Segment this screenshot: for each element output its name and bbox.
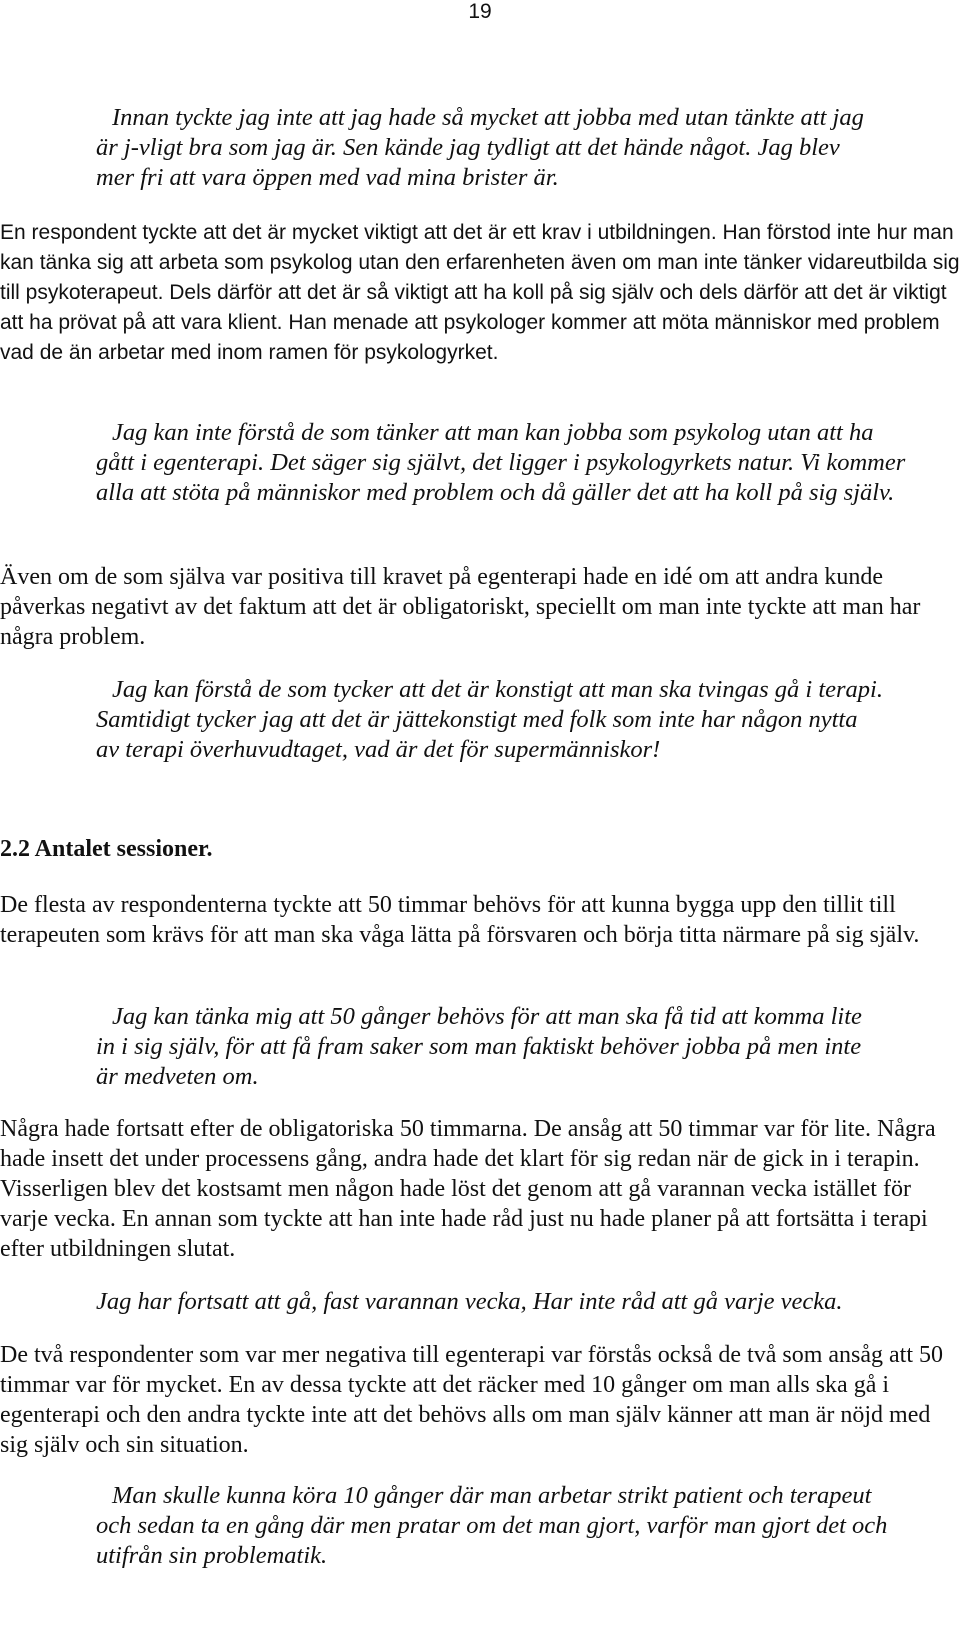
quote-paragraph-5: Jag har fortsatt att gå, fast varannan vecka, Har inte råd att gå varje vecka.: [96, 1288, 843, 1315]
section-heading: 2.2 Antalet sessioner.: [0, 836, 213, 862]
body-paragraph-1: En respondent tyckte att det är mycket viktigt att det är ett krav i utbildningen. Han förstod inte hur man kan tänka sig att arbeta som psykolog utan den erfarenheten även om man inte tänker vidareutbilda sig till psykoterapeut. Dels därför att det är så viktigt att ha koll på sig själv och dels därför att det är viktigt att ha prövat på att vara klient. Han menade att psykologer kommer att möta människor med problem vad de än arbetar med inom ramen för psykologyrket.: [0, 221, 960, 364]
page-number: 19: [468, 0, 492, 23]
quote-paragraph-1: Innan tyckte jag inte att jag hade så mycket att jobba med utan tänkte att jag är j-vligt bra som jag är. Sen kände jag tydligt att det hände något. Jag blev mer fri att vara öppen med vad mina brister är.: [96, 104, 864, 191]
quote-paragraph-2: Jag kan inte förstå de som tänker att man kan jobba som psykolog utan att ha gått i egenterapi. Det säger sig självt, det ligger i psykologyrkets natur. Vi kommer alla att stöta på människor med problem och då gäller det att ha koll på sig själv.: [96, 419, 906, 506]
body-paragraph-5: De två respondenter som var mer negativa till egenterapi var förstås också de två som ansåg att 50 timmar var för mycket. En av dessa tyckte att det räcker med 10 gånger om man alls ska gå i egenterapi och den andra tyckte inte att det behövs alls om man själv känner att man är nöjd med sig själv och sin situation.: [0, 1342, 944, 1458]
body-paragraph-2: Även om de som själva var positiva till kravet på egenterapi hade en idé om att andra kunde påverkas negativt av det faktum att det är obligatoriskt, speciellt om man inte tyckte att man har några problem.: [0, 564, 921, 650]
quote-paragraph-4: Jag kan tänka mig att 50 gånger behövs för att man ska få tid att komma lite in i sig själv, för att få fram saker som man faktiskt behöver jobba på men inte är medveten om.: [96, 1003, 862, 1090]
quote-paragraph-3: Jag kan förstå de som tycker att det är konstigt att man ska tvingas gå i terapi. Samtidigt tycker jag att det är jättekonstigt med folk som inte har någon nytta av terapi överhuvudtaget, vad är det för supermänniskor!: [96, 676, 883, 763]
body-paragraph-4: Några hade fortsatt efter de obligatoriska 50 timmarna. De ansåg att 50 timmar var för lite. Några hade insett det under processens gång, andra hade det klart för sig redan när de gick in i terapin. Visserligen blev det kostsamt men någon hade löst det genom att gå varannan vecka istället för varje vecka. En annan som tyckte att han inte hade råd just nu hade planer på att fortsätta i terapi efter utbildningen slutat.: [0, 1116, 936, 1262]
body-paragraph-3: De flesta av respondenterna tyckte att 50 timmar behövs för att kunna bygga upp den tillit till terapeuten som krävs för att man ska våga lätta på försvaren och börja titta närmare på sig själv.: [0, 892, 920, 948]
quote-paragraph-6: Man skulle kunna köra 10 gånger där man arbetar strikt patient och terapeut och sedan ta en gång där men pratar om det man gjort, varför man gjort det och utifrån sin problematik.: [96, 1482, 888, 1569]
